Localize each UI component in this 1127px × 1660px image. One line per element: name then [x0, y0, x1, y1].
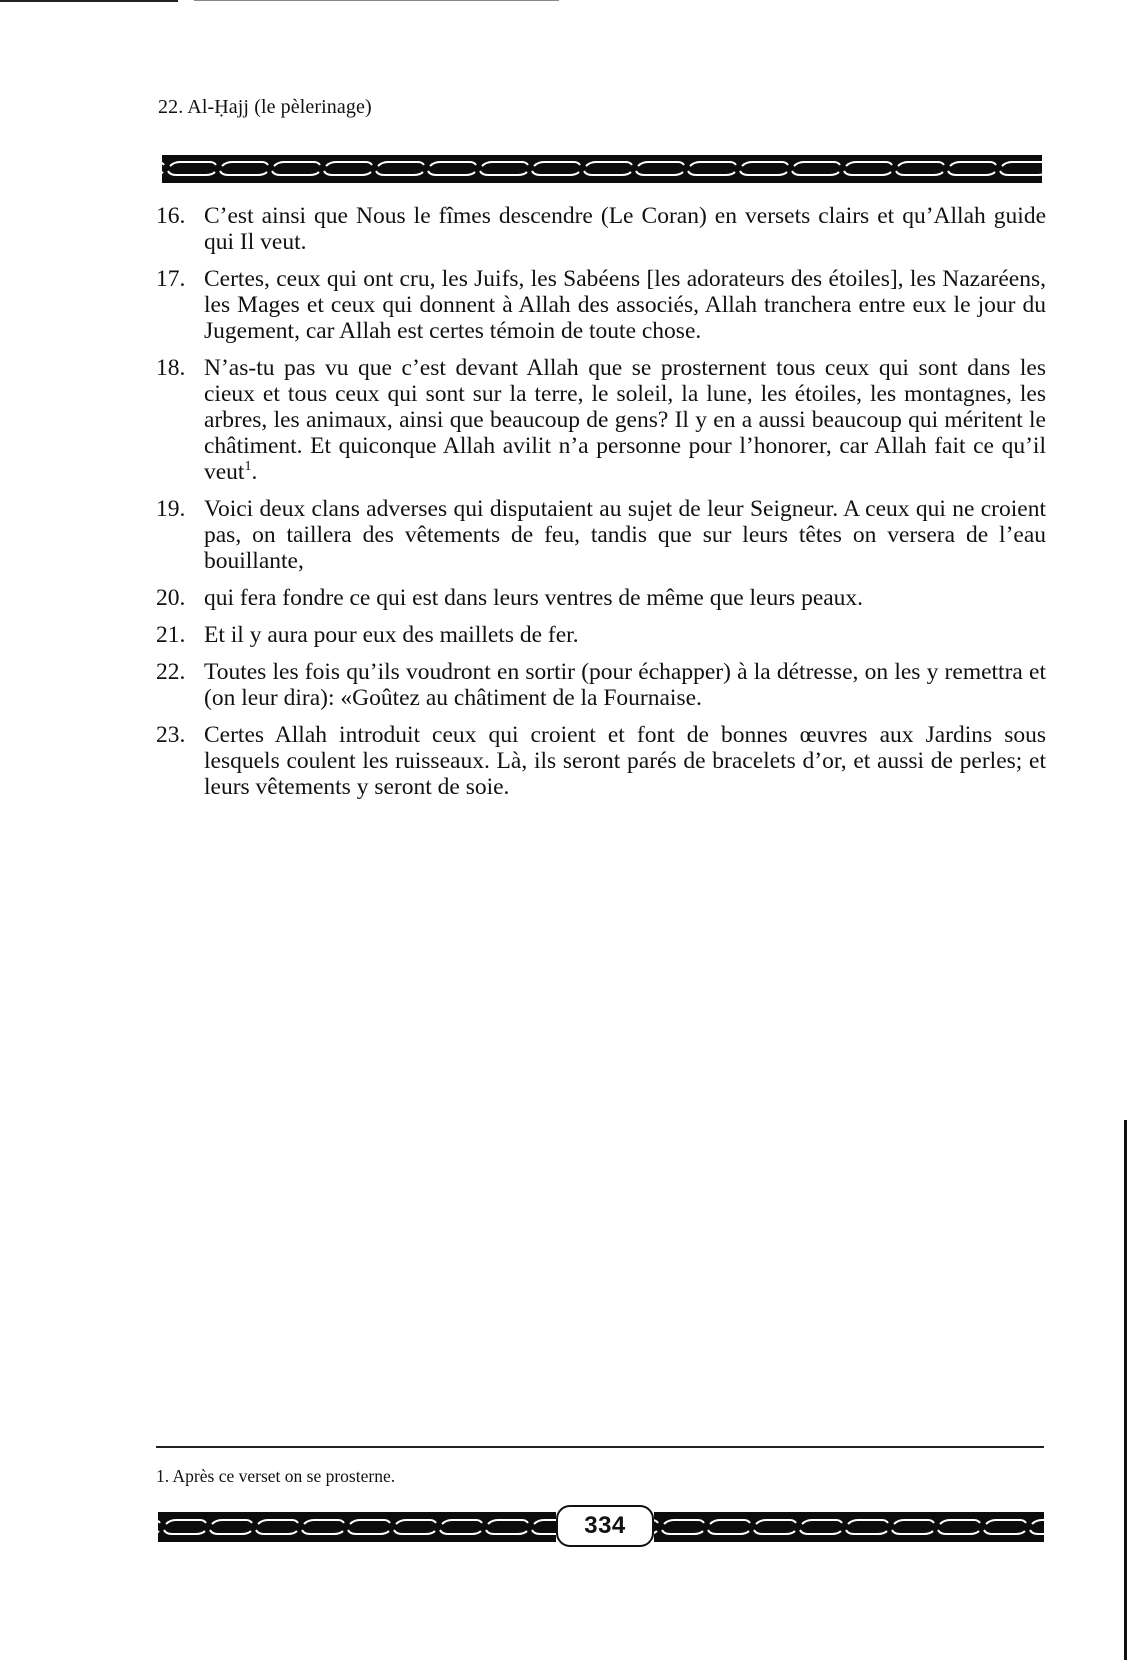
chain-pattern-icon: [654, 1512, 1044, 1542]
verse-text: [204, 355, 1046, 485]
footnote-divider: [156, 1446, 1044, 1448]
verse-number: 21.: [156, 622, 186, 648]
verse-item: [156, 496, 1046, 574]
verse-text: Et il y aura pour eux des maillets de fer.: [204, 622, 579, 648]
verse-text-tail: .: [251, 459, 258, 485]
scan-edge-line: [194, 0, 559, 1]
footer-ornament-right: [654, 1512, 1044, 1542]
verse-text: Certes Allah introduit ceux qui croient et font de bonnes œuvres aux Jardins sous lesquels coulent les ruisseaux. Là, ils seront parés de bracelets d’or, et aussi de perles; et leurs vêtements y seront de soie.: [204, 722, 1046, 800]
verse-item: [156, 622, 1046, 648]
verse-text: Certes, ceux qui ont cru, les Juifs, les Sabéens [les adorateurs des étoiles], les Nazaréens, les Mages et ceux qui donnent à Allah des associés, Allah tranchera entre eux le jour du Jugement, car Allah est certes témoin de toute chose.: [204, 266, 1046, 344]
verse-item: [156, 266, 1046, 344]
verse-item: [156, 203, 1046, 255]
chain-pattern-icon: [158, 1512, 556, 1542]
footnote-reference: 1: [244, 459, 252, 475]
page-number: 334: [556, 1505, 654, 1547]
verse-number: 22.: [156, 659, 186, 685]
verse-text: qui fera fondre ce qui est dans leurs ventres de même que leurs peaux.: [204, 585, 864, 611]
chain-pattern-icon: [162, 155, 1042, 183]
verse-item: [156, 659, 1046, 711]
verse-number: 23.: [156, 722, 186, 748]
verse-number: 17.: [156, 266, 186, 292]
verse-number: 20.: [156, 585, 186, 611]
footnote-text: 1. Après ce verset on se prosterne.: [156, 1466, 396, 1486]
verse-number: 18.: [156, 355, 186, 381]
verse-number: 19.: [156, 496, 186, 522]
verse-item: [156, 585, 1046, 611]
scan-edge-line: [0, 0, 178, 2]
top-ornament-banner: [162, 155, 1042, 183]
verse-text: Voici deux clans adverses qui disputaient au sujet de leur Seigneur. A ceux qui ne croient pas, on taillera des vêtements de feu, tandis que sur leurs têtes on versera de l’eau bouillante,: [204, 496, 1046, 574]
running-head-title: 22. Al-Ḥajj (le pèlerinage): [158, 96, 372, 118]
verse-item: [156, 355, 1046, 485]
verse-text-body: N’as-tu pas vu que c’est devant Allah que se prosternent tous ceux qui sont dans les cieux et tous ceux qui sont sur la terre, le soleil, la lune, les étoiles, les montagnes, les arbres, les animaux, ainsi que beaucoup de gens? Il y en a aussi beaucoup qui méritent le châtiment. Et quiconque Allah avilit n’a personne pour l’honorer, car Allah fait ce qu’il veut: [204, 355, 1046, 485]
verse-list: [156, 203, 1046, 811]
verse-text: Toutes les fois qu’ils voudront en sortir (pour échapper) à la détresse, on les y remettra et (on leur dira): «Goûtez au châtiment de la Fournaise.: [204, 659, 1046, 711]
verse-item: [156, 722, 1046, 800]
verse-number: 16.: [156, 203, 186, 229]
verse-text: C’est ainsi que Nous le fîmes descendre (Le Coran) en versets clairs et qu’Allah guide qui Il veut.: [204, 203, 1046, 255]
footer-ornament-left: [158, 1512, 556, 1542]
